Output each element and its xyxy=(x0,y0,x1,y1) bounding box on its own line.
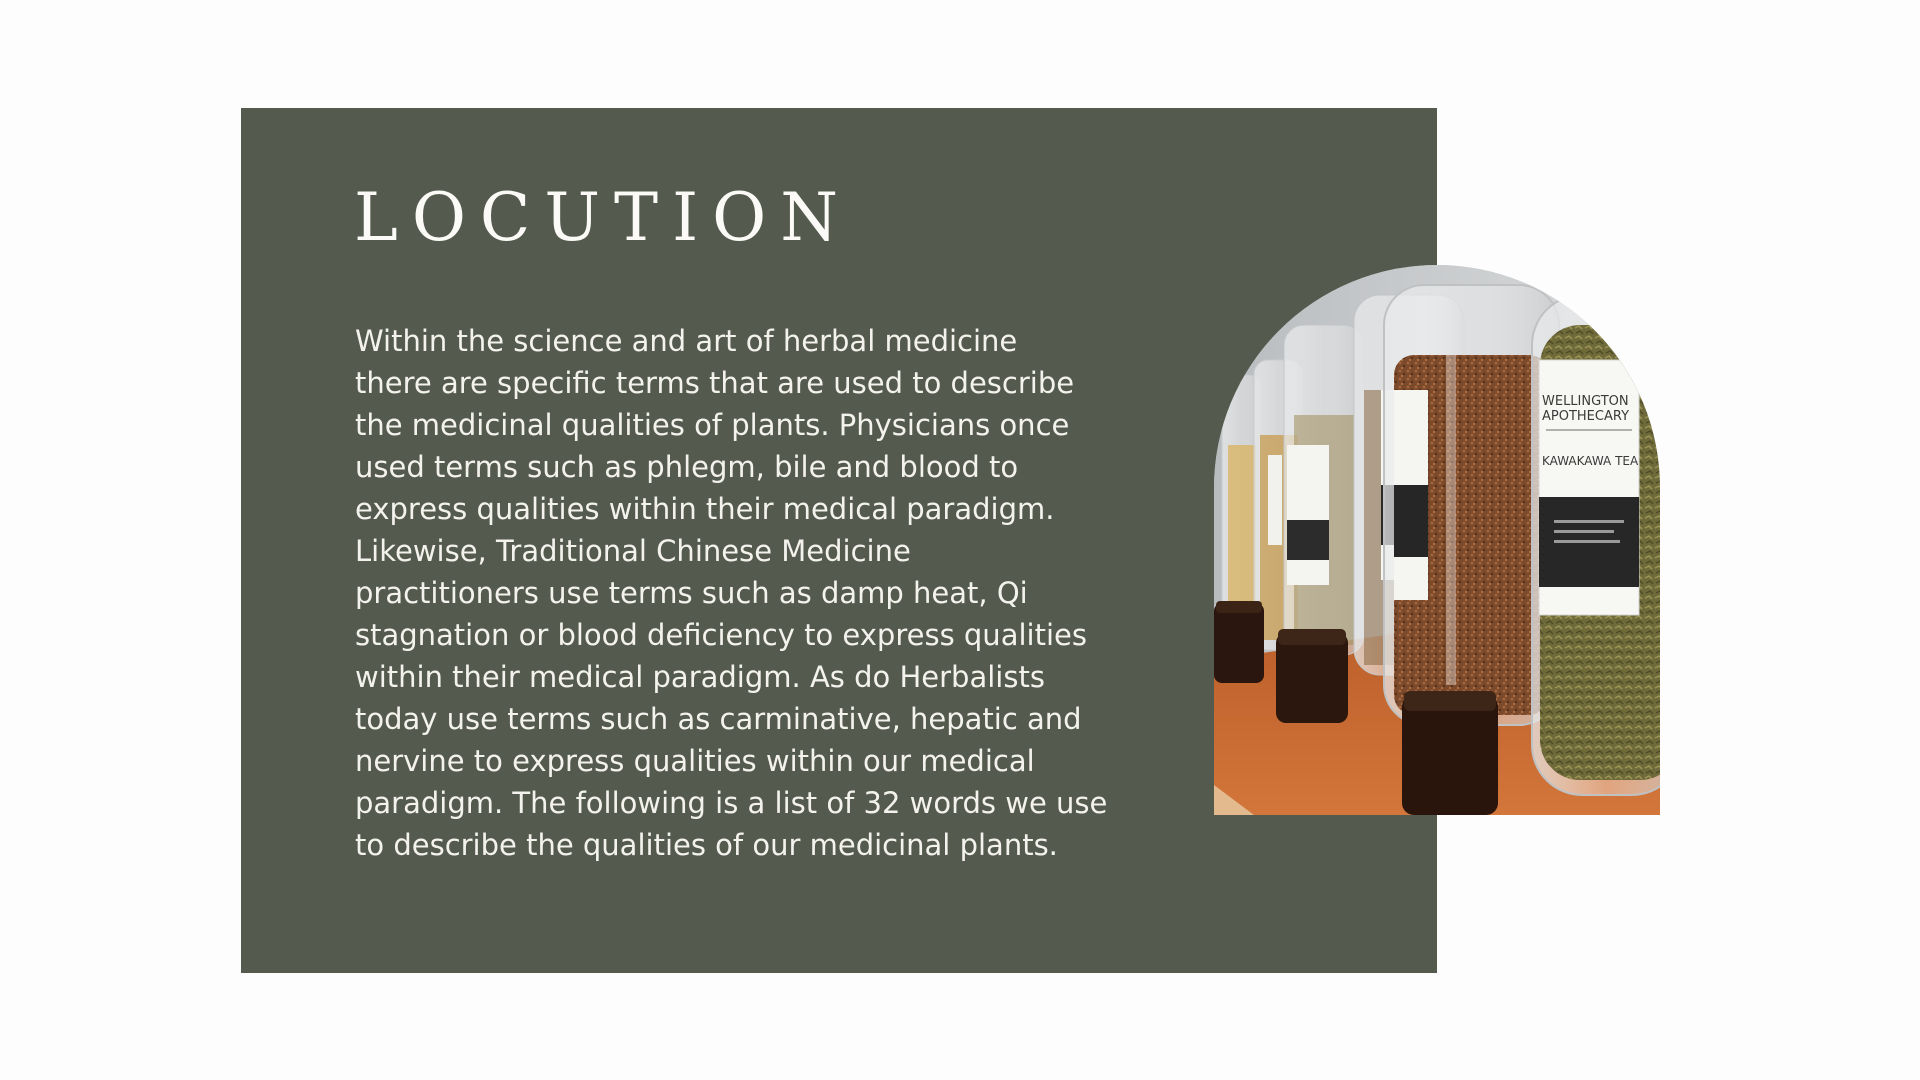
jar-label-brand-line1: WELLINGTON xyxy=(1542,394,1629,409)
jar-label-product: KAWAKAWA TEA xyxy=(1542,454,1639,468)
jars-illustration xyxy=(1214,265,1660,815)
body-paragraph: Within the science and art of herbal medicine there are specific terms that are used to describe the medicinal qualities of plants. Physicians once used terms such as phlegm, bile and blood to express qualities within their medical paradigm. Likewise, Traditional Chinese Medicine practitioners use terms such as damp heat, Qi stagnation or blood deficiency to express qualities within their medical paradigm. As do Herbalists today use terms such as carminative, hepatic and nervine to express qualities within our medical paradigm. The following is a list of 32 words we use to describe the qualities of our medicinal plants. xyxy=(355,324,1108,862)
apothecary-jars-photo xyxy=(1214,265,1660,815)
jar-label-brand-line2: APOTHECARY xyxy=(1542,409,1630,424)
page-title: LOCUTION xyxy=(354,179,853,256)
